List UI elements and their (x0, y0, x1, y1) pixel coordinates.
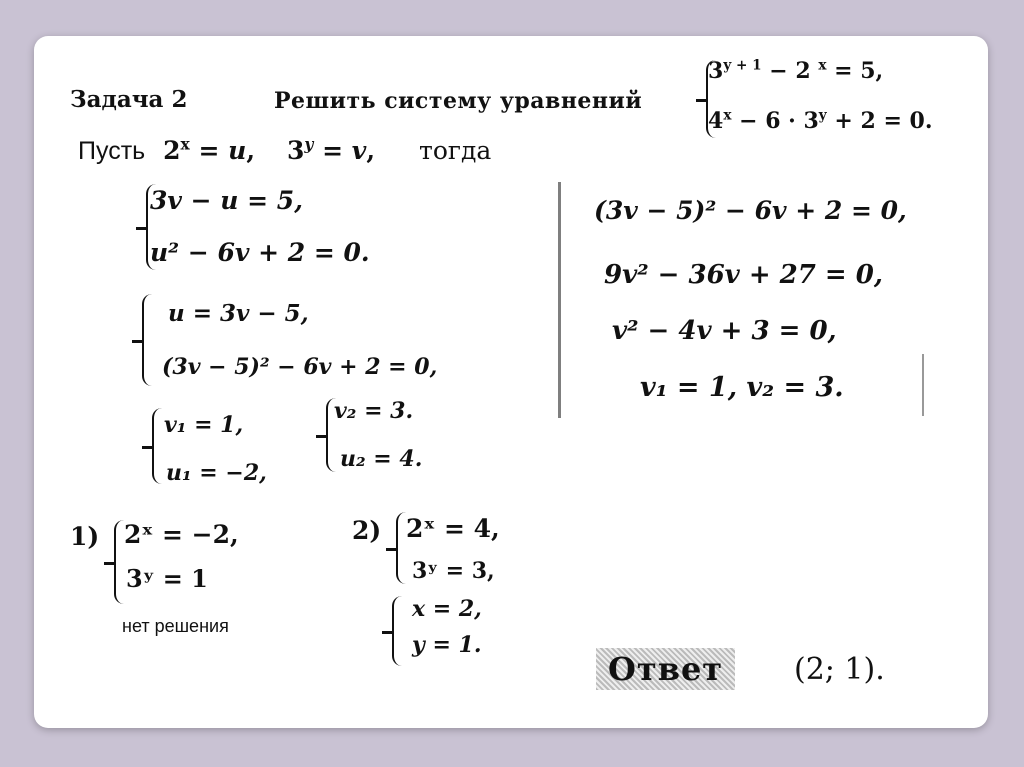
uv-eq-1: 3v − u = 5, (150, 186, 303, 215)
uv-eq-2: u² − 6v + 2 = 0. (150, 238, 370, 267)
root-v1: v₁ = 1, (164, 412, 244, 438)
brace-sub (142, 294, 156, 386)
work-line-4: v₁ = 1, v₂ = 3. (640, 372, 844, 403)
sub-u: $2^x = u$, (163, 134, 256, 165)
sub-eq-1: u = 3v − 5, (168, 300, 309, 327)
then-word: тогда (418, 136, 492, 165)
case2-label: 2) (352, 516, 382, 545)
case1-label: 1) (70, 522, 100, 551)
answer-label: Ответ (596, 648, 735, 690)
answer-value: (2; 1). (794, 652, 885, 687)
case2-res2: y = 1. (412, 632, 482, 658)
work-line-1: (3v − 5)² − 6v + 2 = 0, (594, 196, 907, 225)
task-eq-1: $3^{y + 1} - 2$ $^x$ = 5, (708, 57, 884, 84)
let-word: Пусть (78, 137, 146, 165)
case1-eq1: 2ˣ = −2, (124, 520, 239, 549)
case2-eq2: 3ʸ = 3, (412, 558, 495, 584)
sub-eq-2: (3v − 5)² − 6v + 2 = 0, (162, 354, 438, 380)
work-line-3: v² − 4v + 3 = 0, (612, 316, 837, 346)
case2-res1: x = 2, (412, 596, 482, 622)
case2-eq1: 2ˣ = 4, (406, 514, 500, 543)
root-u1: u₁ = −2, (166, 460, 267, 486)
slide (34, 36, 988, 728)
task-instruction: Решить систему уравнений (274, 88, 643, 114)
root-u2: u₂ = 4. (340, 446, 423, 472)
root-v2: v₂ = 3. (334, 398, 414, 424)
substitution-line (78, 136, 491, 166)
divider-line-right (922, 354, 924, 416)
divider-line (558, 182, 561, 418)
case1-eq2: 3ʸ = 1 (126, 564, 208, 593)
task-title: Задача 2 (70, 86, 188, 113)
work-line-2: 9v² − 36v + 27 = 0, (604, 260, 883, 290)
task-eq-2: $4^x - 6 \cdot 3^y + 2 = 0$. (708, 107, 933, 134)
case1-note: нет решения (122, 616, 229, 636)
brace-case2-result (392, 596, 406, 666)
sub-v: $3^y = v$, (287, 134, 376, 165)
